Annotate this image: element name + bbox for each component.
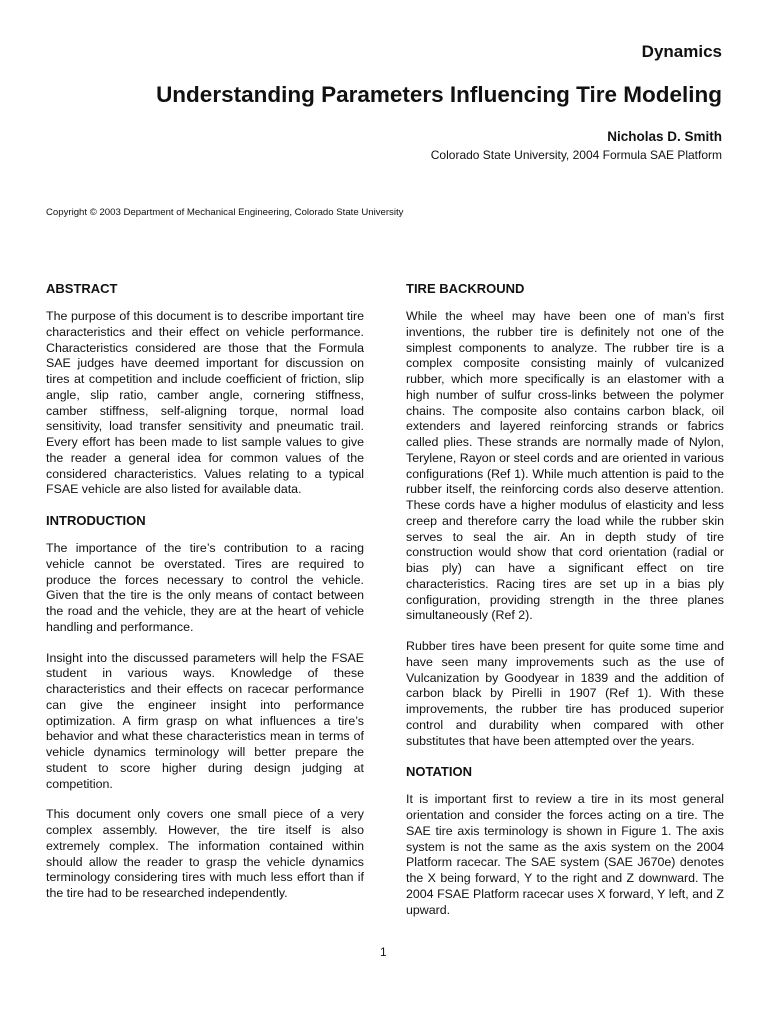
author-name: Nicholas D. Smith bbox=[607, 129, 722, 144]
introduction-heading: INTRODUCTION bbox=[46, 513, 146, 528]
introduction-paragraph-2: Insight into the discussed parameters will help the FSAE student in various ways. Knowledge of these characteristics and their effects on racecar performance can give the engineer insight into performance optimization. A firm grasp on what influences a tire’s behavior and what these characteristics mean in terms of vehicle dynamics terminology will better prepare the student to score higher during design judging at competition. bbox=[46, 650, 364, 791]
introduction-paragraph-3: This document only covers one small piece of a very complex assembly. However, the tire itself is also extremely complex. The information contained within should allow the reader to grasp the vehicle dynamics terminology considering tires with much less effort than if the tire had to be researched independently. bbox=[46, 807, 364, 900]
left-column bbox=[46, 281, 364, 917]
page-number: 1 bbox=[380, 945, 387, 959]
category-label: Dynamics bbox=[641, 42, 722, 61]
paper-title: Understanding Parameters Influencing Tire Modeling bbox=[156, 82, 722, 107]
tire-background-paragraph-2: Rubber tires have been present for quite some time and have seen many improvements such as the use of Vulcanization by Goodyear in 1839 and the addition of carbon black by Pirelli in 1907 (Ref 1). With these improvements, the rubber tire has produced superior control and durability when compared with other substitutes that have been attempted over the years. bbox=[406, 639, 724, 748]
abstract-heading: ABSTRACT bbox=[46, 281, 118, 296]
notation-heading: NOTATION bbox=[406, 764, 472, 780]
author-affiliation: Colorado State University, 2004 Formula SAE Platform bbox=[430, 148, 722, 162]
tire-background-paragraph-1: While the wheel may have been one of man’s first inventions, the rubber tire is definitely not one of the simplest components to analyze. The rubber tire is a complex composite consisting mainly of vulcanized rubber, which more specifically is an elastomer with a high number of sulfur cross-links between the polymer chains. The composite also contains carbon black, oil extenders and layered reinforcing strands or fabrics called plies. These strands are normally made of Nylon, Terylene, Rayon or steel cords and are oriented in various configurations (Ref 1). While much attention is paid to the rubber itself, the reinforcing cords also deserve attention. These cords have a higher modulus of elasticity and less creep and therefore carry the load while the rubber skin serves to seal the air. An in depth study of tire construction would show that cord orientation (radial or bias ply) can have a significant effect on tire characteristics. Racing tires are set up in a bias ply configuration, providing strength in the three planes simultaneously (Ref 2). bbox=[406, 309, 724, 623]
tire-background-heading: TIRE BACKROUND bbox=[406, 281, 525, 296]
copyright-notice: Copyright © 2003 Department of Mechanical Engineering, Colorado State University bbox=[46, 207, 404, 218]
introduction-paragraph-1: The importance of the tire’s contribution to a racing vehicle cannot be overstated. Tires are required to produce the forces necessary to control the vehicle. Given that the tire is the only means of contact between the road and the vehicle, they are at the heart of vehicle handling and performance. bbox=[46, 541, 364, 634]
notation-paragraph: It is important first to review a tire in its most general orientation and consider the forces acting on a tire. The SAE tire axis terminology is shown in Figure 1. The axis system is not the same as the axis system on the 2004 Platform racecar. The SAE system (SAE J670e) denotes the X being forward, Y to the right and Z downward. The 2004 FSAE Platform racecar uses X forward, Y left, and Z upward. bbox=[406, 792, 724, 917]
abstract-paragraph: The purpose of this document is to describe important tire characteristics and their effect on vehicle performance. Characteristics considered are those that the Formula SAE judges have deemed important for discussion on tires at competition and include coefficient of friction, slip angle, slip ratio, camber angle, cornering stiffness, camber stiffness, self-aligning torque, normal load sensitivity, load transfer sensitivity and pneumatic trail. Every effort has been made to list sample values to give the reader a general idea for common values of the considered characteristics. Values relating to a typical FSAE vehicle are also listed for available data. bbox=[46, 309, 364, 497]
right-column bbox=[406, 281, 724, 933]
